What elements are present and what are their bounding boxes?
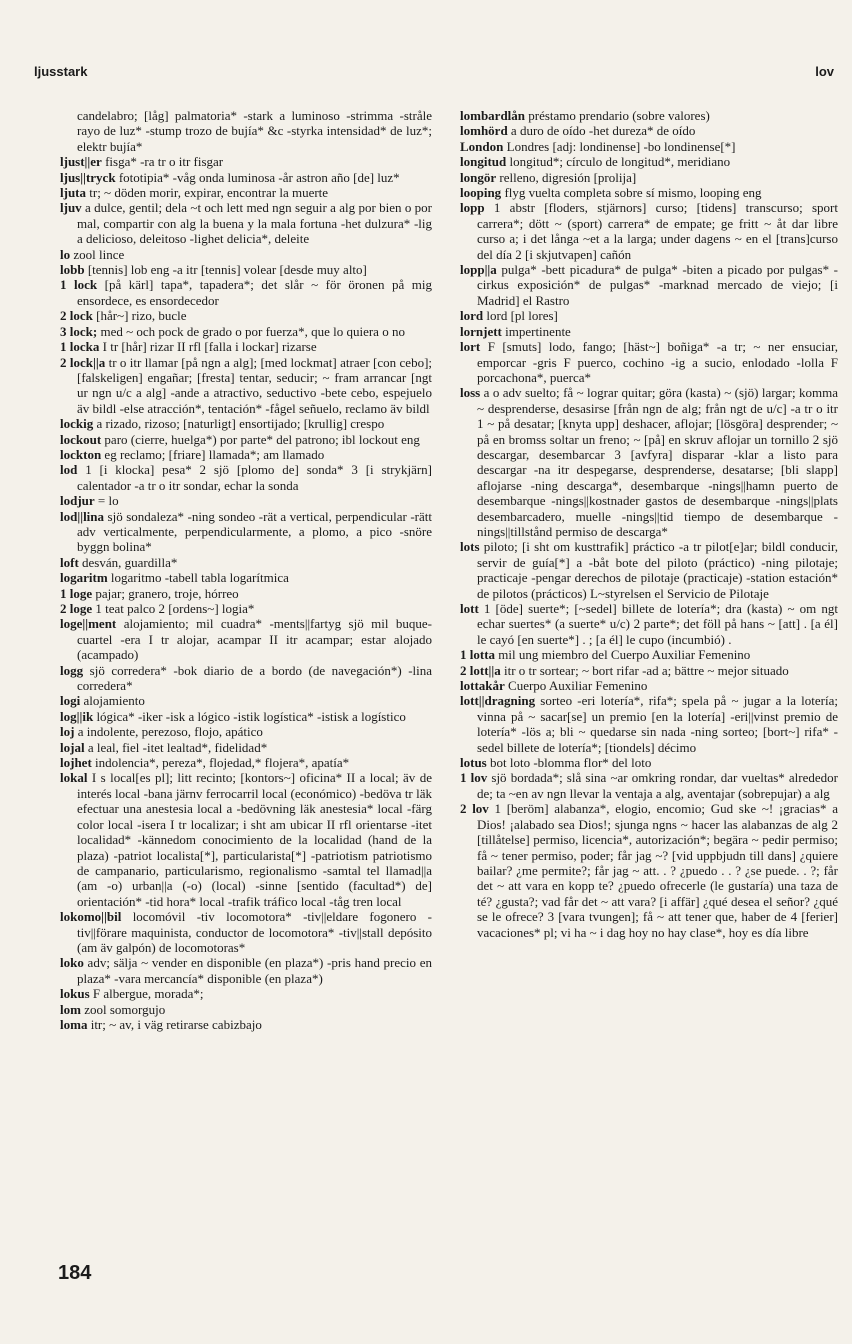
entry-headword: ljuv	[60, 200, 82, 216]
dictionary-entry	[60, 616, 432, 662]
entry-definition: bot loto -blomma flor* del loto	[489, 755, 652, 771]
entry-headword: lojal	[60, 739, 85, 755]
dictionary-entry	[460, 308, 838, 323]
entry-definition: préstamo prendario (sobre valores)	[528, 108, 710, 123]
entry-headword: London	[460, 138, 504, 154]
dictionary-entry	[460, 262, 838, 308]
left-column	[60, 108, 432, 1032]
entry-headword: 1 lotta	[460, 647, 496, 663]
entry-definition: [tennis] lob eng -a itr [tennis] volear [desde muy alto]	[87, 262, 367, 278]
entry-headword: lots	[460, 539, 480, 555]
dictionary-entry	[460, 647, 838, 662]
entry-headword: lom	[60, 1001, 81, 1017]
dictionary-entry	[60, 909, 432, 955]
entry-headword: lopp	[460, 200, 485, 216]
page-number: 184	[58, 1262, 92, 1284]
dictionary-entry	[460, 678, 838, 693]
entry-definition: eg reclamo; [friare] llamada*; am llamado	[104, 446, 325, 462]
right-column	[460, 108, 838, 940]
entry-definition: alojamiento; mil cuadra* -ments||fartyg sjö mil buque-cuartel -era I tr alojar, acampar II itr acampar; estar alojado (acampado)	[77, 616, 432, 663]
entry-headword: lockton	[60, 446, 102, 462]
dictionary-entry	[60, 493, 432, 508]
entry-definition: logaritmo -tabell tabla logarítmica	[110, 570, 289, 586]
dictionary-entry	[60, 462, 432, 493]
dictionary-entry	[60, 770, 432, 909]
entry-headword: 2 lott||a	[460, 662, 501, 678]
entry-headword: lokal	[60, 770, 88, 786]
entry-definition: pulga* -bett picadura* de pulga* -biten a picado por pulgas* -cirkus exposición* de pulgas* -marknad mercado de viejo; [i Madrid] el Rastro	[477, 262, 839, 308]
entry-definition: indolencia*, pereza*, flojedad,* flojera*, apatía*	[95, 755, 350, 771]
dictionary-entry	[60, 1017, 432, 1032]
entry-headword: 1 loge	[60, 585, 93, 601]
dictionary-entry	[60, 447, 432, 462]
dictionary-entry	[460, 770, 838, 801]
dictionary-entry	[60, 601, 432, 616]
entry-definition: candelabro; [låg] palmatoria* -stark a luminoso -strimma -stråle rayo de luz* -stump trozo de bujía* &c -styrka intensidad* de luz*; elektr bujía*	[77, 108, 432, 154]
entry-headword: 1 lov	[460, 770, 488, 786]
entry-headword: lockout	[60, 431, 102, 447]
entry-definition: med ~ och pock de grado o por fuerza*, que lo quiera o no	[100, 323, 405, 339]
entry-headword: lott||dragning	[460, 693, 536, 709]
dictionary-entry	[60, 570, 432, 585]
dictionary-entry	[460, 663, 838, 678]
entry-headword: loj	[60, 724, 75, 740]
entry-definition: paro (cierre, huelga*) por parte* del patrono; ibl lockout eng	[104, 431, 420, 447]
entry-definition: lord [pl lores]	[486, 308, 558, 324]
entry-definition: a rizado, rizoso; [naturligt] ensortijado; [krullig] crespo	[96, 416, 385, 432]
entry-definition: piloto; [i sht om kusttrafik] práctico -a tr pilot[e]ar; bildl conducir, servir de guía[*] a -båt bote del piloto (práctico) -ning pilotaje; practicaje -pengar derechos de pilotaje (practicaje) -station estación* de pilotos (prácticos) L~styrelsen el Servicio de Pilotaje	[477, 539, 838, 601]
entry-headword: 2 lock||a	[60, 354, 106, 370]
entry-definition: Londres [adj: londinense] -bo londinense[*]	[506, 138, 736, 154]
dictionary-entry	[60, 108, 432, 154]
entry-headword: lornjett	[460, 323, 502, 339]
entry-headword: lockig	[60, 416, 94, 432]
dictionary-entry	[60, 663, 432, 694]
dictionary-entry	[60, 432, 432, 447]
entry-definition: itr; ~ av, i väg retirarse cabizbajo	[90, 1016, 262, 1032]
entry-headword: lojhet	[60, 755, 92, 771]
entry-headword: log||ik	[60, 708, 94, 724]
entry-definition: a o adv suelto; få ~ lograr quitar; göra (kasta) ~ (sjö) largar; komma ~ desprenderse, desasirse [från ngn de alg; från ngt de u/c] -a tr o itr 1 ~ på desatar; [knyta upp] deshacer, aflojar; [lösgöra] desprender; ~ på en bromss soltar un freno; ~ [på] en skruv aflojar un tornillo 2 sjö descargar, desembarcar 3 [avfyra] disparar -klar a listo para descargar -na itr despegarse, desprenderse, desatarse; [bli slapp] aflojarse -ning descarga*, desembarque -nings||hamn puerto de desembarque -nings||kostnader gastos de desembarque -nings||plats desembarcadero, muelle -nings||tid tiempo de desembarque -nings||tillstånd permiso de descarga*	[477, 385, 839, 539]
entry-headword: 2 lov	[460, 801, 489, 817]
entry-headword: lotus	[460, 755, 487, 771]
dictionary-entry	[60, 1002, 432, 1017]
dictionary-entry	[60, 277, 432, 308]
running-head-left: ljusstark	[34, 64, 88, 79]
entry-headword: 1 lock	[60, 277, 98, 293]
entry-headword: loge||ment	[60, 616, 117, 632]
dictionary-entry	[460, 170, 838, 185]
entry-definition: sjö bordada*; slå sina ~ar omkring rondar, dar vueltas* alrededor de; ta ~en av ngn llevar la ventaja a alg, aventajar (sobrepujar) a alg	[477, 770, 838, 801]
entry-definition: [hår~] rizo, bucle	[96, 308, 187, 324]
dictionary-entry	[60, 586, 432, 601]
dictionary-entry	[60, 308, 432, 323]
entry-headword: ljuta	[60, 185, 86, 201]
entry-definition: [på kärl] tapa*, tapadera*; det slår ~ för öronen på mig ensordece, es ensordecedor	[77, 277, 432, 308]
entry-definition: 1 [i klocka] pesa* 2 sjö [plomo de] sonda* 3 [i strykjärn] calentador -a tr o itr sondar, echar la sonda	[77, 462, 433, 493]
entry-definition: relleno, digresión [prolija]	[499, 169, 637, 185]
entry-definition: 1 [beröm] alabanza*, elogio, encomio; Gud ske ~! ¡gracias* a Dios! ¡alabado sea Dios!; sjunga ngns ~ hacer las alabanzas de alg 2 [tillåtelse] permiso, licencia*, autorización*; begära ~ pedir permiso; få ~ tener permiso, poder; får jag ~? [vid uppbjudn till dans] ¿quiere bailar? ¿me permite?; får jag ~ att. . ? ¿puedo . . ? ¿se puede. . ?; får det ~ att vara en kopp te? ¿puedo ofrecerle (le gustaría) una taza de té? ¿gusta?; vad får det ~ att vara? [i affär] ¿qué desea el señor? ¿qué se le ofrece? 3 [vara tvungen]; få ~ att tener que, haber de 4 [ferier] vacaciones* pl; vi ha ~ i dag hoy no hay clase*, hoy es día libre	[477, 801, 838, 940]
entry-definition: zool lince	[73, 246, 125, 262]
entry-definition: Cuerpo Auxiliar Femenino	[508, 678, 648, 694]
entry-definition: lógica* -iker -isk a lógico -istik logística* -istisk a logístico	[96, 708, 406, 724]
entry-definition: desván, guardilla*	[82, 554, 178, 570]
entry-headword: loma	[60, 1016, 88, 1032]
entry-definition: sjö sondaleza* -ning sondeo -rät a vertical, perpendicular -rätt adv verticalmente, perpendicularmente, a plomo, a pico -snöre byggn bolina*	[77, 508, 432, 555]
dictionary-entry	[60, 247, 432, 262]
entry-definition: zool somorgujo	[84, 1001, 166, 1017]
dictionary-entry	[460, 154, 838, 169]
entry-definition: = lo	[97, 493, 119, 509]
entry-headword: lod	[60, 462, 78, 478]
entry-definition: 1 teat palco 2 [ordens~] logia*	[95, 601, 255, 616]
entry-headword: lokomo||bil	[60, 909, 122, 925]
entry-headword: logi	[60, 693, 81, 709]
dictionary-entry	[460, 185, 838, 200]
entry-headword: lort	[460, 339, 481, 355]
entry-headword: lopp||a	[460, 262, 497, 278]
entry-headword: logg	[60, 662, 84, 678]
entry-definition: a dulce, gentil; dela ~t och lett med ngn seguir a alg por bien o por mal, compartir con alg la buena y la mala fortuna -het dulzura* -lig a delicioso, deleitoso -lighet delicia*, deleite	[77, 200, 433, 247]
dictionary-entry	[460, 123, 838, 138]
entry-headword: lo	[60, 246, 71, 262]
dictionary-entry	[60, 740, 432, 755]
running-head-right: lov	[815, 64, 834, 79]
dictionary-entry	[460, 601, 838, 647]
entry-definition: locomóvil -tiv locomotora* -tiv||eldare fogonero -tiv||förare maquinista, conductor de locomotora* -tiv||stall depósito (am äv galpón) de locomotoras*	[77, 909, 433, 955]
entry-headword: 2 loge	[60, 601, 93, 616]
entry-definition: adv; sälja ~ vender en disponible (en plaza*) -pris hand precio en plaza* -vara mercancía* disponible (en plaza*)	[77, 955, 432, 986]
entry-definition: 1 abstr [floders, stjärnors] curso; [tidens] transcurso; sport carrera*; dött ~ (sport) carrera* de empate; ge fritt ~ åt dar libre curso a; i det långa ~et a la larga; under dagens ~ en el [trans]curso del día 2 [i skjutvapen] cañón	[477, 200, 838, 262]
dictionary-entry	[460, 755, 838, 770]
entry-headword: lokus	[60, 986, 90, 1002]
entry-headword: lod||lina	[60, 508, 105, 524]
dictionary-entry	[60, 693, 432, 708]
entry-headword: lombardlån	[460, 108, 526, 123]
entry-headword: longitud	[460, 154, 507, 170]
entry-definition: a duro de oído -het dureza* de oído	[510, 123, 696, 139]
entry-headword: loss	[460, 385, 481, 401]
entry-headword: lott	[460, 601, 479, 616]
entry-definition: I s local[es pl]; litt recinto; [kontors~] oficina* II a local; äv de interés local -bana järnv ferrocarril local (económico) -bedöva tr läk efectuar una anestesia local a -bedövning läk anestesia* local -färg color local -isera I tr localizar; i sht am ubicar II rfl orientarse -itet localidad* -kännedom conocimiento de la localidad (hand de la plaza) -patriot localista[*], particularista[*] -patriotism patriotismo de campanario, particularismo, regionalismo -samtal tel llamad||a (am -o) urban||a (-o) (local) -sinne [sentido (facultad*) de] orientación* -tid hora* local -trafik tráfico local -tåg tren local	[77, 770, 432, 909]
entry-headword: 3 lock;	[60, 323, 98, 339]
entry-headword: logaritm	[60, 570, 108, 586]
entry-headword: lodjur	[60, 493, 95, 509]
dictionary-entry	[460, 539, 838, 601]
dictionary-entry	[60, 200, 432, 246]
entry-definition: sjö corredera* -bok diario de a bordo (de navegación*) -lina corredera*	[77, 662, 433, 694]
entry-definition: F [smuts] lodo, fango; [häst~] boñiga* -a tr; ~ ner ensuciar, emporcar -gris F puerco, cochino -ig a sucio, enlodado -lolla F porcachona*, puerca*	[477, 339, 839, 385]
dictionary-entry	[60, 709, 432, 724]
entry-headword: loft	[60, 554, 79, 570]
entry-headword: lobb	[60, 262, 85, 278]
entry-headword: 2 lock	[60, 308, 93, 324]
entry-definition: flyg vuelta completa sobre sí mismo, looping eng	[504, 185, 762, 201]
entry-definition: a indolente, perezoso, flojo, apático	[77, 724, 263, 740]
dictionary-entry	[60, 185, 432, 200]
dictionary-entry	[60, 355, 432, 417]
dictionary-entry	[60, 509, 432, 555]
entry-definition: itr o tr sortear; ~ bort rifar -ad a; bättre ~ mejor situado	[504, 662, 789, 678]
entry-definition: pajar; granero, troje, hórreo	[95, 585, 239, 601]
dictionary-entry	[460, 339, 838, 385]
dictionary-entry	[460, 693, 838, 755]
entry-headword: looping	[460, 185, 502, 201]
entry-headword: 1 locka	[60, 339, 100, 355]
dictionary-entry	[60, 339, 432, 354]
entry-definition: fisga* -ra tr o itr fisgar	[105, 154, 224, 170]
dictionary-entry	[460, 108, 838, 123]
dictionary-entry	[460, 139, 838, 154]
dictionary-entry	[460, 200, 838, 262]
entry-headword: ljust||er	[60, 154, 102, 170]
entry-definition: mil ung miembro del Cuerpo Auxiliar Femenino	[498, 647, 751, 663]
dictionary-entry	[460, 801, 838, 940]
dictionary-entry	[460, 385, 838, 539]
entry-definition: I tr [hår] rizar II rfl [falla i lockar] rizarse	[102, 339, 317, 355]
dictionary-entry	[460, 324, 838, 339]
entry-headword: lomhörd	[460, 123, 508, 139]
entry-definition: sorteo -eri lotería*, rifa*; spela på ~ jugar a la lotería; vinna på ~ sacar[se] un premio [en la lotería] -eri||vinst premio de lotería* -lös a; bli ~ quedarse sin nada -ning sorteo; [bort~] rifa* -sedel billete de lotería*; [tiondels] décimo	[477, 693, 838, 755]
dictionary-entry	[60, 324, 432, 339]
entry-headword: loko	[60, 955, 84, 971]
dictionary-entry	[60, 170, 432, 185]
entry-definition: tr; ~ döden morir, expirar, encontrar la muerte	[89, 185, 329, 201]
dictionary-entry	[60, 555, 432, 570]
entry-definition: longitud*; círculo de longitud*, meridiano	[509, 154, 731, 170]
dictionary-entry	[60, 955, 432, 986]
entry-definition: fototipia* -våg onda luminosa -år astron año [de] luz*	[118, 169, 400, 185]
entry-definition: tr o itr llamar [på ngn a alg]; [med lockmat] atraer [con cebo]; [falskeligen] engañar; [fresta] tentar, seducir; ~ fram arrancar [ngt ur ngn u/c a alg] -ande a atractivo, seductivo -bete cebo, espejuelo äv bildl -else atracción*, tentación* -fågel señuelo, reclamo äv bildl	[77, 354, 433, 416]
entry-definition: 1 [öde] suerte*; [~sedel] billete de lotería*; dra (kasta) ~ om ngt echar suertes* (a suerte* u/c) 2 parte*; det föll på hans ~ [att] . [a él] le cayó [en suerte*] . ; [a él] le cupo (incumbió) .	[477, 601, 839, 647]
dictionary-entry	[60, 755, 432, 770]
dictionary-entry	[60, 724, 432, 739]
dictionary-entry	[60, 416, 432, 431]
entry-definition: a leal, fiel -itet lealtad*, fidelidad*	[87, 739, 268, 755]
entry-definition: impertinente	[505, 323, 571, 339]
entry-headword: ljus||tryck	[60, 169, 116, 185]
dictionary-entry	[60, 154, 432, 169]
entry-headword: longör	[460, 169, 497, 185]
entry-headword: lord	[460, 308, 484, 324]
entry-definition: alojamiento	[83, 693, 145, 709]
entry-headword: lottakår	[460, 678, 505, 694]
entry-definition: F albergue, morada*;	[92, 986, 204, 1002]
dictionary-entry	[60, 262, 432, 277]
dictionary-entry	[60, 986, 432, 1001]
